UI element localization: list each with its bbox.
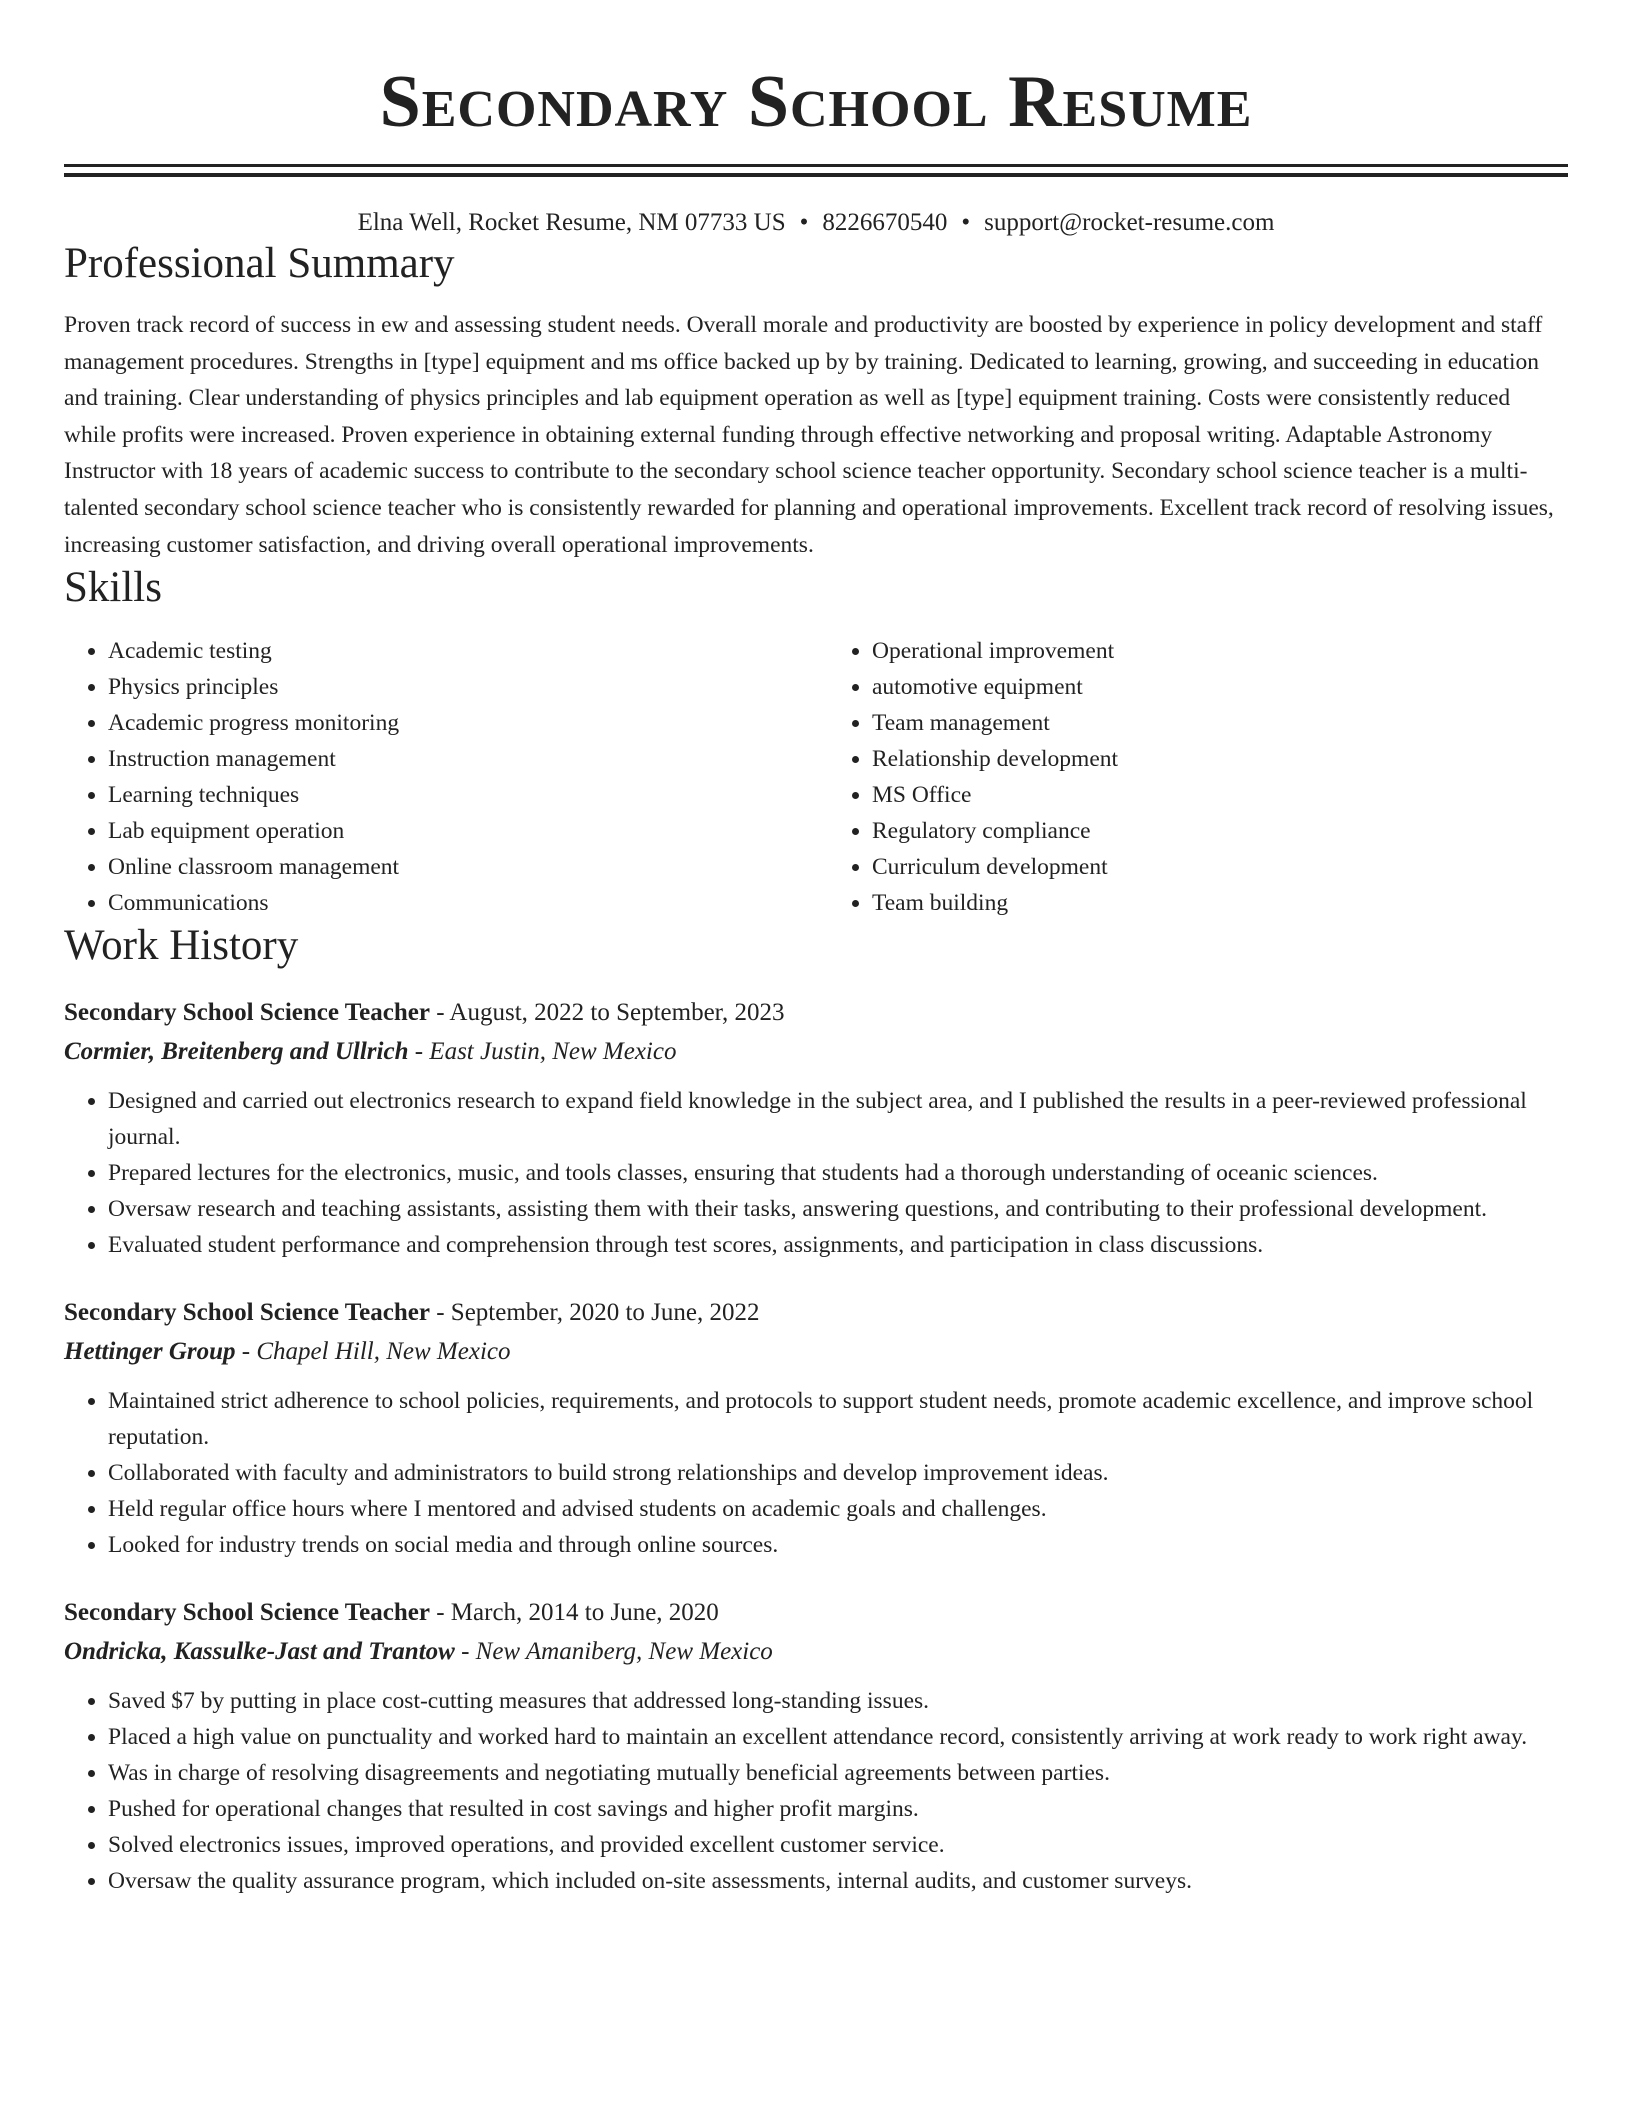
duty-item: • Oversaw research and teaching assistants, assisting them with their tasks, answering questions, and contributing to their professional development. — [108, 1191, 1568, 1227]
duty-item: • Placed a high value on punctuality and worked hard to maintain an excellent attendance record, consistently arriving at work ready to work right away. — [108, 1719, 1568, 1755]
job-dates: - March, 2014 to June, 2020 — [436, 1599, 719, 1627]
skills-columns — [64, 633, 1568, 921]
employer-location: - East Justin, New Mexico — [414, 1038, 677, 1066]
duty-item: • Oversaw the quality assurance program, which included on-site assessments, internal audits, and customer surveys. — [108, 1863, 1568, 1899]
job-entry — [64, 1593, 1568, 1899]
skill-item: • MS Office — [872, 777, 1464, 813]
employer-line — [64, 1633, 1568, 1671]
job-entry — [64, 993, 1568, 1263]
job-duties — [64, 1083, 1568, 1263]
skill-item: • Relationship development — [872, 741, 1464, 777]
job-title: Secondary School Science Teacher — [64, 1299, 430, 1327]
duty-item: • Designed and carried out electronics research to expand field knowledge in the subject area, and I published the results in a peer-reviewed professional journal. — [108, 1083, 1568, 1155]
job-title-line — [64, 993, 1568, 1033]
contact-line — [64, 207, 1568, 239]
skills-list-left — [64, 633, 764, 921]
skills-heading: Skills — [64, 564, 162, 612]
summary-text: Proven track record of success in ew and assessing student needs. Overall morale and productivity are boosted by experience in policy development and staff management procedures. Strengths in [type] equipment and ms office backed up by by training. Dedicated to learning, growing, and succeeding in education and training. Clear understanding of physics principles and lab equipment operation as well as [type] equipment training. Costs were consistently reduced while profits were increased. Proven experience in obtaining external funding through effective networking and proposal writing. Adaptable Astronomy Instructor with 18 years of academic success to contribute to the secondary school science teacher opportunity. Secondary school science teacher is a multi-talented secondary school science teacher who is consistently rewarded for planning and operational improvements. Excellent track record of resolving issues, increasing customer satisfaction, and driving overall operational improvements. — [64, 312, 1554, 558]
work-history-heading: Work History — [64, 922, 299, 970]
duty-item: • Held regular office hours where I mentored and advised students on academic goals and challenges. — [108, 1491, 1568, 1527]
skill-item: • Instruction management — [108, 741, 764, 777]
contact-email[interactable]: support@rocket-resume.com — [984, 209, 1275, 236]
employer-location: - New Amaniberg, New Mexico — [461, 1638, 773, 1666]
skill-item: • Operational improvement — [872, 633, 1464, 669]
skill-item: • Academic progress monitoring — [108, 705, 764, 741]
skill-item: • Team management — [872, 705, 1464, 741]
resume-title: Secondary School Resume — [379, 61, 1253, 143]
duty-item: • Saved $7 by putting in place cost-cutting measures that addressed long-standing issues. — [108, 1683, 1568, 1719]
duty-item: • Collaborated with faculty and administrators to build strong relationships and develop improvement ideas. — [108, 1455, 1568, 1491]
skill-item: • automotive equipment — [872, 669, 1464, 705]
duty-item: • Was in charge of resolving disagreements and negotiating mutually beneficial agreements between parties. — [108, 1755, 1568, 1791]
title-rule-top — [64, 164, 1568, 167]
job-title-line — [64, 1593, 1568, 1633]
job-dates: - August, 2022 to September, 2023 — [436, 999, 785, 1027]
employer-name: Cormier, Breitenberg and Ullrich — [64, 1038, 409, 1066]
job-title-line — [64, 1293, 1568, 1333]
skill-item: • Lab equipment operation — [108, 813, 764, 849]
job-entry — [64, 1293, 1568, 1563]
skill-item: • Regulatory compliance — [872, 813, 1464, 849]
skill-item: • Academic testing — [108, 633, 764, 669]
employer-location: - Chapel Hill, New Mexico — [241, 1338, 511, 1366]
summary-heading: Professional Summary — [64, 240, 455, 287]
skill-item: • Curriculum development — [872, 849, 1464, 885]
duty-item: • Prepared lectures for the electronics, music, and tools classes, ensuring that students had a thorough understanding of oceanic sciences. — [108, 1155, 1568, 1191]
job-dates: - September, 2020 to June, 2022 — [436, 1299, 760, 1327]
job-title: Secondary School Science Teacher — [64, 1599, 430, 1627]
skill-item: • Team building — [872, 885, 1464, 921]
job-title: Secondary School Science Teacher — [64, 999, 430, 1027]
contact-separator: • — [799, 209, 809, 236]
employer-name: Hettinger Group — [64, 1338, 236, 1366]
employer-name: Ondricka, Kassulke-Jast and Trantow — [64, 1638, 455, 1666]
skill-item: • Physics principles — [108, 669, 764, 705]
duty-item: • Solved electronics issues, improved operations, and provided excellent customer service. — [108, 1827, 1568, 1863]
duty-item: • Looked for industry trends on social media and through online sources. — [108, 1527, 1568, 1563]
job-duties — [64, 1383, 1568, 1563]
employer-line — [64, 1333, 1568, 1371]
duty-item: • Pushed for operational changes that resulted in cost savings and higher profit margins. — [108, 1791, 1568, 1827]
skills-list-right — [764, 633, 1464, 921]
duty-item: • Maintained strict adherence to school policies, requirements, and protocols to support student needs, promote academic excellence, and improve school reputation. — [108, 1383, 1568, 1455]
duty-item: • Evaluated student performance and comprehension through test scores, assignments, and participation in class discussions. — [108, 1227, 1568, 1263]
skill-item: • Learning techniques — [108, 777, 764, 813]
employer-line — [64, 1033, 1568, 1071]
contact-separator: • — [961, 209, 971, 236]
contact-address: Elna Well, Rocket Resume, NM 07733 US — [357, 209, 786, 236]
contact-phone: 8226670540 — [822, 209, 948, 236]
job-duties — [64, 1683, 1568, 1899]
title-rule-bottom — [64, 173, 1568, 177]
skill-item: • Online classroom management — [108, 849, 764, 885]
skill-item: • Communications — [108, 885, 764, 921]
